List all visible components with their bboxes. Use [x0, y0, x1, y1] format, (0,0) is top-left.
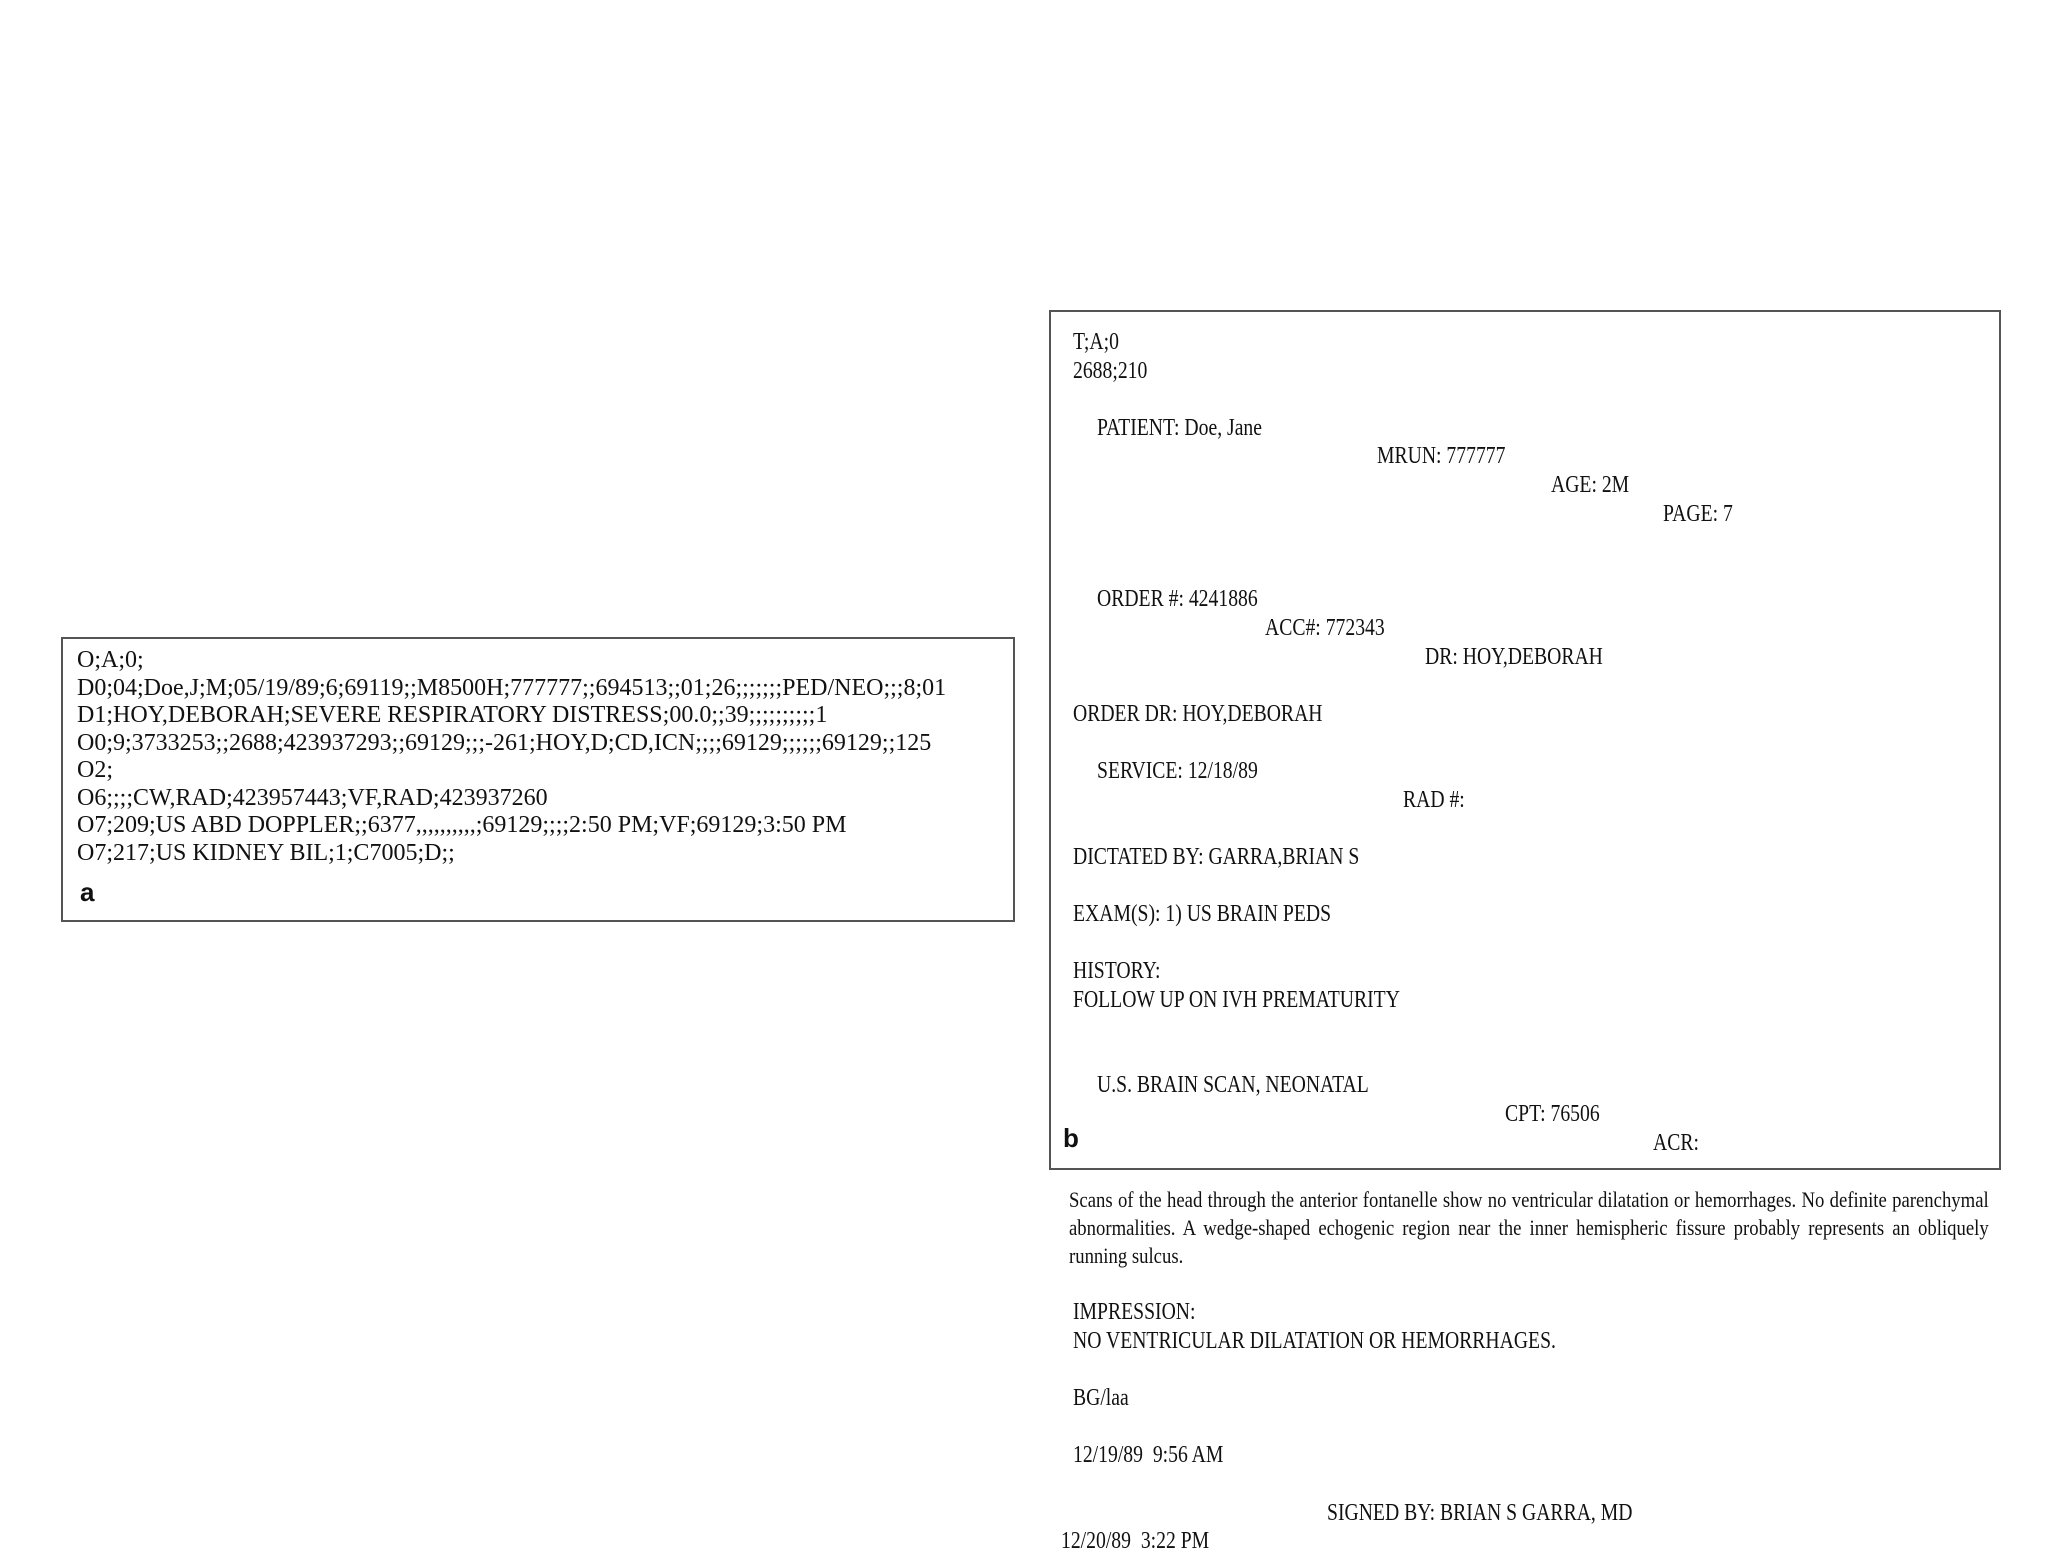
transcription-initials: BG/laa: [1073, 1385, 1129, 1412]
report-header-code: T;A;0: [1073, 329, 1119, 355]
radiology-report-panel: [1049, 310, 2001, 1555]
hl7-message-panel: [61, 637, 1015, 922]
message-line: O2;: [77, 757, 113, 783]
scan-title: U.S. BRAIN SCAN, NEONATAL: [1097, 1072, 1369, 1099]
patient-name: PATIENT: Doe, Jane: [1097, 414, 1263, 441]
impression-heading: IMPRESSION:: [1073, 1299, 1196, 1326]
message-line: O7;209;US ABD DOPPLER;;6377,,,,,,,,,,;69129;;;;2:50 PM;VF;69129;3:50 PM: [77, 812, 847, 838]
message-line: O0;9;3733253;;2688;423937293;;69129;;;-261;HOY,D;CD,ICN;;;;69129;;;;;;69129;;125: [77, 729, 932, 756]
patient-age: AGE: 2M: [1551, 471, 1630, 498]
dictation-timestamp: 12/19/89 9:56 AM: [1073, 1442, 1224, 1469]
message-line: O7;217;US KIDNEY BIL;1;C7005;D;;: [77, 839, 455, 866]
dictated-by: DICTATED BY: GARRA,BRIAN S: [1073, 843, 1360, 870]
service-date: SERVICE: 12/18/89: [1097, 757, 1258, 784]
message-line: D1;HOY,DEBORAH;SEVERE RESPIRATORY DISTRESS;00.0;;39;;;;;;;;;;1: [77, 702, 828, 728]
history-text: FOLLOW UP ON IVH PREMATURITY: [1073, 986, 1400, 1013]
panel-label-a: a: [80, 877, 95, 907]
doctor: DR: HOY,DEBORAH: [1425, 643, 1603, 670]
acr-code: ACR:: [1653, 1129, 1699, 1156]
message-line: O6;;;;CW,RAD;423957443;VF,RAD;423937260: [77, 784, 548, 811]
report-header-id: 2688;210: [1073, 357, 1148, 384]
findings-paragraph: Scans of the head through the anterior fontanelle show no ventricular dilatation or hemorrhages. No definite parenchymal abnormalities. A wedge-shaped echogenic region near the inner hemispheric fissure probably represents an obliquely running sulcus.: [1069, 1186, 1989, 1268]
page-number: PAGE: 7: [1663, 500, 1733, 527]
signed-timestamp: 12/20/89 3:22 PM: [1061, 1528, 1210, 1555]
accession-number: ACC#: 772343: [1265, 614, 1385, 641]
mrun: MRUN: 777777: [1377, 443, 1506, 470]
ordering-doctor: ORDER DR: HOY,DEBORAH: [1073, 700, 1323, 727]
panel-label-b: b: [1063, 1123, 1079, 1153]
message-line: O;A;0;: [77, 647, 144, 673]
impression-text: NO VENTRICULAR DILATATION OR HEMORRHAGES.: [1073, 1328, 1556, 1354]
history-heading: HISTORY:: [1073, 958, 1161, 985]
exam-list: EXAM(S): 1) US BRAIN PEDS: [1073, 900, 1332, 927]
rad-number: RAD #:: [1403, 786, 1465, 813]
signed-by: SIGNED BY: BRIAN S GARRA, MD: [1327, 1499, 1633, 1526]
message-line: D0;04;Doe,J;M;05/19/89;6;69119;;M8500H;777777;;694513;;01;26;;;;;;;PED/NEO;;;8;01: [77, 674, 947, 701]
order-number: ORDER #: 4241886: [1097, 586, 1258, 613]
cpt-code: CPT: 76506: [1505, 1101, 1600, 1128]
